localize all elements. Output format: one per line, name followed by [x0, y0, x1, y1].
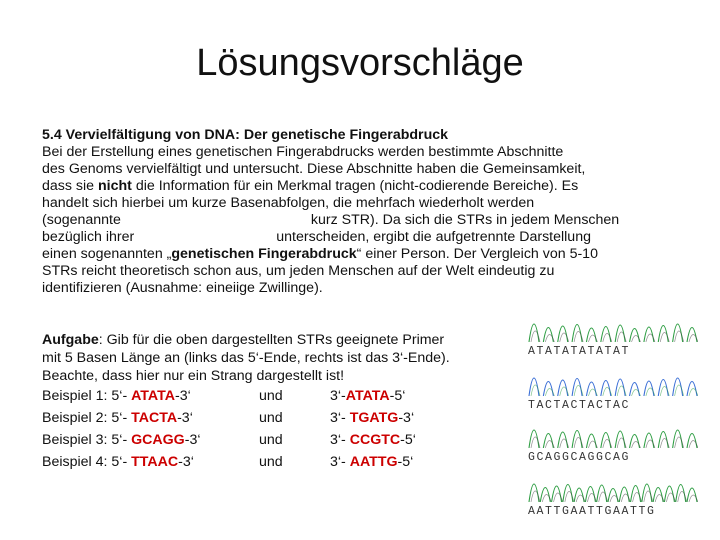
- end-label: -5‘: [400, 432, 416, 448]
- trace-peaks-icon: [528, 312, 698, 342]
- intro-line: bezüglich ihrer unterscheiden, ergibt die aufgetrennte Darstellung: [42, 229, 591, 245]
- example-label: Beispiel 1: 5‘-: [42, 388, 132, 404]
- intro-line: einen sogenannten „genetischen Fingerabdruck“ einer Person. Der Vergleich von 5-10: [42, 246, 598, 262]
- end-label: -3‘: [177, 410, 193, 426]
- start-label: 3‘-: [330, 432, 350, 448]
- primer-reverse: ATATA: [345, 388, 390, 404]
- primer-reverse: TGATG: [349, 410, 399, 426]
- trace-sequence: GCAGGCAGGCAG: [528, 451, 631, 464]
- intro-line: handelt sich hierbei um kurze Basenabfolgen, die mehrfach wiederholt werden: [42, 195, 535, 211]
- example-label: Beispiel 4: 5‘-: [42, 454, 132, 470]
- chromatogram-trace: [528, 472, 698, 518]
- section-heading: 5.4 Vervielfältigung von DNA: Der genetische Fingerabdruck: [42, 127, 449, 143]
- intro-line: des Genoms vervielfältigt und untersucht. Diese Abschnitte haben die Gemeinsamkeit,: [42, 161, 586, 177]
- trace-peaks-icon: [528, 472, 698, 502]
- intro-line: identifizieren (Ausnahme: eineiige Zwillinge).: [42, 280, 323, 296]
- task-line: mit 5 Basen Länge an (links das 5‘-Ende, rechts ist das 3‘-Ende).: [42, 350, 450, 366]
- example-label: Beispiel 2: 5‘-: [42, 410, 132, 426]
- trace-sequence: AATTGAATTGAATTG: [528, 505, 656, 518]
- chromatogram-trace: [528, 366, 698, 412]
- primer-reverse: AATTG: [349, 454, 398, 470]
- emphasis-nicht: nicht: [98, 178, 132, 194]
- task-label: Aufgabe: [42, 332, 99, 348]
- page-title: Lösungsvorschläge: [196, 42, 524, 84]
- examples-list: [42, 385, 522, 473]
- trace-peaks-icon: [528, 366, 698, 396]
- end-label: -5‘: [389, 388, 406, 404]
- end-label: -5‘: [397, 454, 414, 470]
- end-label: -3‘: [398, 410, 415, 426]
- example-row: [42, 407, 522, 429]
- primer-forward: GCAGG: [131, 432, 185, 448]
- primer-forward: TACTA: [131, 410, 178, 426]
- example-row: [42, 385, 522, 407]
- intro-text: [42, 127, 694, 297]
- chromatogram-trace: [528, 418, 698, 464]
- chromatogram-trace: [528, 312, 698, 358]
- example-row: [42, 451, 522, 473]
- task-line: Beachte, dass hier nur ein Strang dargestellt ist!: [42, 368, 345, 384]
- intro-line: STRs reicht theoretisch schon aus, um jeden Menschen auf der Welt eindeutig zu: [42, 263, 555, 279]
- trace-sequence: TACTACTACTAC: [528, 399, 631, 412]
- und-label: und: [259, 410, 283, 426]
- example-label: Beispiel 3: 5‘-: [42, 432, 132, 448]
- intro-line: (sogenannte kurz STR). Da sich die STRs in jedem Menschen: [42, 212, 620, 228]
- trace-sequence: ATATATATATAT: [528, 345, 631, 358]
- und-label: und: [259, 388, 283, 404]
- example-row: [42, 429, 522, 451]
- emphasis-fingerabdruck: genetischen Fingerabdruck: [171, 246, 357, 262]
- start-label: 3‘-: [330, 388, 346, 404]
- und-label: und: [259, 454, 283, 470]
- start-label: 3‘-: [330, 410, 350, 426]
- trace-peaks-icon: [528, 418, 698, 448]
- task-line: Aufgabe: Gib für die oben dargestellten STRs geeignete Primer: [42, 332, 445, 348]
- intro-line: Bei der Erstellung eines genetischen Fingerabdrucks werden bestimmte Abschnitte: [42, 144, 564, 160]
- start-label: 3‘-: [330, 454, 350, 470]
- end-label: -3‘: [174, 388, 191, 404]
- intro-line: dass sie nicht die Information für ein Merkmal tragen (nicht-codierende Bereiche). Es: [42, 178, 579, 194]
- primer-reverse: CCGTC: [349, 432, 401, 448]
- end-label: -3‘: [178, 454, 194, 470]
- task-block: [42, 331, 522, 473]
- primer-forward: TTAAC: [131, 454, 179, 470]
- end-label: -3‘: [184, 432, 201, 448]
- primer-forward: ATATA: [131, 388, 175, 404]
- und-label: und: [259, 432, 283, 448]
